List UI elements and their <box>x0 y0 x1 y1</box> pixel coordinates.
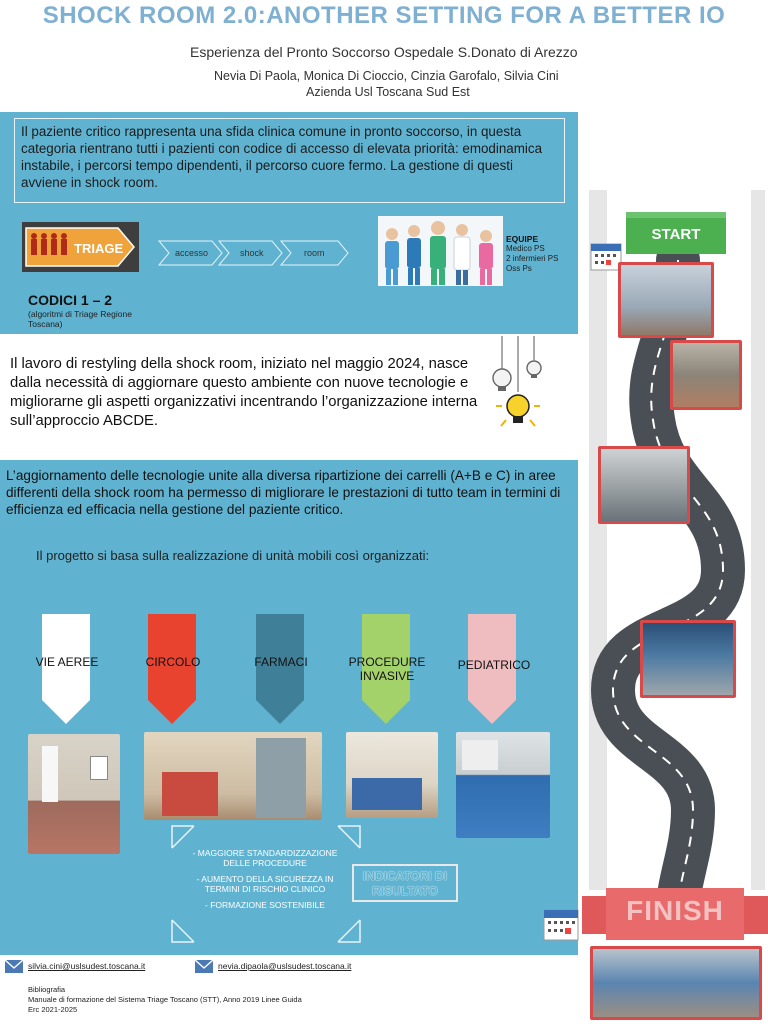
triage-label: TRIAGE <box>74 241 124 256</box>
poster-organization: Azienda Usl Toscana Sud Est <box>306 85 470 99</box>
codici-sub-line-2: Toscana) <box>28 319 63 329</box>
update-text: L’aggiornamento delle tecnologie unite alla diversa ripartizione dei carrelli (A+B e C) in aree differenti della shock room ha permesso di migliorare le prestazioni di tutto team in termini di efficienza ed efficacia nella gestione del paziente critico. <box>6 468 561 517</box>
unit-label-pediatrico: PEDIATRICO <box>457 658 531 672</box>
bibliography-title: Bibliografia <box>28 985 66 994</box>
email-link-2[interactable]: nevia.dipaola@uslsudest.toscana.it <box>218 961 352 971</box>
finish-label: FINISH <box>626 895 724 926</box>
poster-authors: Nevia Di Paola, Monica Di Cioccio, Cinzia Garofalo, Silvia Cini <box>214 69 559 83</box>
equipe-line-3: Oss Ps <box>506 264 532 273</box>
calendar-finish-icon <box>543 906 581 942</box>
equipe-title: EQUIPE <box>506 234 539 244</box>
intro-text: Il paziente critico rappresenta una sfida clinica comune in pronto soccorso, in questa categoria rientrano tutti i pazienti con codice di accesso di elevata priorità: emodinamica instabile, i percorsi tempo dipendenti, il percorso cuore fermo. La gestione di questi avviene in shock room. <box>14 118 565 203</box>
unit-chevron-vie-aeree <box>42 614 92 726</box>
unit-label-farmaci: FARMACI <box>254 655 308 669</box>
progetto-text: Il progetto si basa sulla realizzazione di unità mobili così organizzati: <box>36 548 430 563</box>
photo-procedure-cart <box>346 732 438 818</box>
unit-chevron-farmaci <box>256 614 306 726</box>
indicator-item-1: - MAGGIORE STANDARDIZZAZIONE DELLE PROCEDURE <box>192 848 338 868</box>
restyling-text: Il lavoro di restyling della shock room, iniziato nel maggio 2024, nasce dalla necessità di aggiornare questo ambiente con nuove tecnologie e migliorarne gli aspetti organizzativi incentrando l’organizzazione interna sull’approccio ABCDE. <box>10 356 478 429</box>
unit-label-procedure: PROCEDURE INVASIVE <box>348 655 426 683</box>
doctor-figure <box>385 221 493 285</box>
road-photo-3 <box>598 446 690 524</box>
unit-label-vie-aeree: VIE AEREE <box>35 655 99 669</box>
road-photo-1 <box>618 262 714 338</box>
mail-icon <box>4 958 24 974</box>
lightbulb-icon <box>490 336 548 436</box>
photo-vie-aeree-cart <box>28 734 120 854</box>
mail-icon <box>194 958 214 974</box>
bibliography-line-1: Manuale di formazione del Sistema Triage Toscano (STT), Anno 2019 Linee Guida <box>28 995 302 1004</box>
triage-sign <box>22 222 139 272</box>
poster-title: SHOCK ROOM 2.0:ANOTHER SETTING FOR A BETTER IO <box>42 2 726 29</box>
road-photo-2 <box>670 340 742 410</box>
bibliography <box>28 985 302 1015</box>
unit-label-circolo: CIRCOLO <box>145 655 201 669</box>
road-photo-4 <box>640 620 736 698</box>
indicators-list <box>188 848 342 910</box>
equipe-line-2: 2 infermieri PS <box>506 254 559 263</box>
step-label-accesso: accesso <box>175 248 209 258</box>
indicators-box: INDICATORI DI RISULTATO <box>352 864 458 902</box>
photo-circolo-farmaci-carts <box>144 732 322 820</box>
indicator-item-2: - AUMENTO DELLA SICUREZZA IN TERMINI DI RISCHIO CLINICO <box>196 874 334 894</box>
codici-subtitle <box>28 309 132 329</box>
step-label-room: room <box>304 248 325 258</box>
photo-pediatrico-cart <box>456 732 550 838</box>
poster-subtitle: Esperienza del Pronto Soccorso Ospedale S.Donato di Arezzo <box>190 44 578 60</box>
equipe-line-1: Medico PS <box>506 244 545 253</box>
start-label: START <box>651 226 701 243</box>
step-label-shock: shock <box>240 248 264 258</box>
codici-sub-line-1: (algoritmi di Triage Regione <box>28 309 132 319</box>
indicator-item-3: - FORMAZIONE SOSTENIBILE <box>205 900 325 910</box>
equipe-image <box>378 216 503 286</box>
unit-chevron-circolo <box>148 614 198 726</box>
codici-title: CODICI 1 – 2 <box>28 292 113 308</box>
finish-photo <box>590 946 762 1020</box>
bibliography-line-2: Erc 2021-2025 <box>28 1005 78 1014</box>
email-link-1[interactable]: silvia.cini@uslsudest.toscana.it <box>28 961 146 971</box>
